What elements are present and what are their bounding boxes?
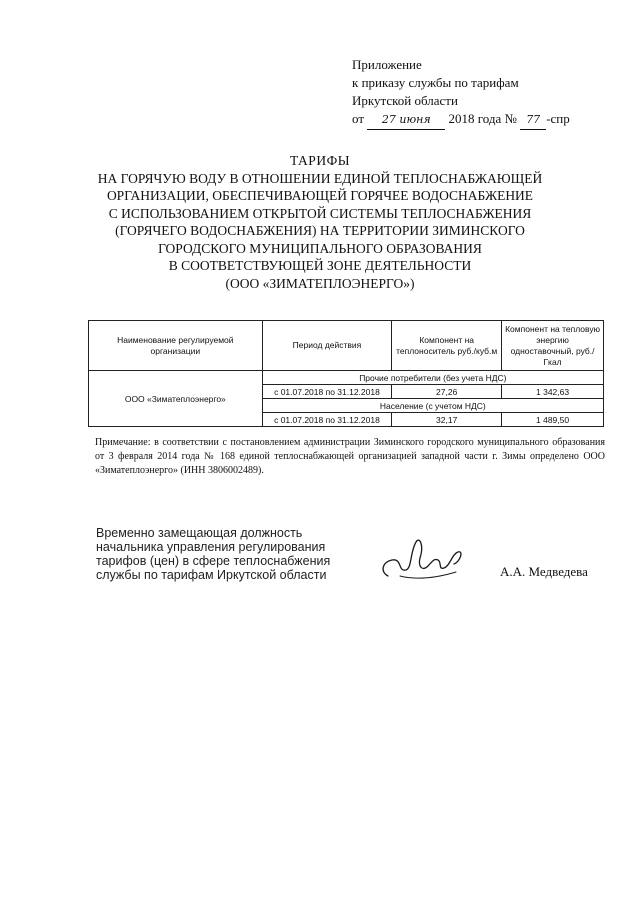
appendix-line-2: к приказу службы по тарифам [352, 75, 519, 90]
appendix-date-line [352, 110, 622, 130]
handwritten-date: 27 июня [367, 111, 445, 130]
appendix-year-text: 2018 года № [448, 111, 517, 126]
header-energy: Компонент на тепловую энергию одноставочный, руб./Гкал [502, 321, 604, 371]
header-org: Наименование регулируемой организации [89, 321, 263, 371]
carrier-value: 32,17 [392, 413, 502, 427]
title-line: С ИСПОЛЬЗОВАНИЕМ ОТКРЫТОЙ СИСТЕМЫ ТЕПЛОСНАБЖЕНИЯ [108, 205, 532, 221]
title-line: В СООТВЕТСТВУЮЩЕЙ ЗОНЕ ДЕЯТЕЛЬНОСТИ [168, 258, 472, 273]
signatory-position [96, 526, 330, 582]
group-label: Прочие потребители (без учета НДС) [262, 371, 603, 385]
position-line: Временно замещающая должность [96, 526, 303, 540]
header-carrier: Компонент на теплоноситель руб./куб.м [392, 321, 502, 371]
appendix-header [352, 56, 622, 130]
period-cell: с 01.07.2018 по 31.12.2018 [262, 413, 392, 427]
appendix-line-1: Приложение [352, 57, 422, 72]
energy-value: 1 489,50 [502, 413, 604, 427]
handwritten-order-number: 77 [520, 111, 546, 130]
appendix-number-suffix: -спр [546, 111, 570, 126]
handwritten-signature [376, 532, 471, 588]
position-line: службы по тарифам Иркутской области [96, 568, 327, 582]
carrier-value: 27,26 [392, 385, 502, 399]
appendix-date-prefix: от [352, 111, 365, 126]
title-heading: ТАРИФЫ [289, 153, 351, 168]
tariff-table [88, 320, 604, 427]
period-cell: с 01.07.2018 по 31.12.2018 [262, 385, 392, 399]
title-line: ОРГАНИЗАЦИИ, ОБЕСПЕЧИВАЮЩЕЙ ГОРЯЧЕЕ ВОДОСНАБЖЕНИЕ [106, 188, 534, 203]
signatory-name: А.А. Медведева [500, 564, 588, 579]
header-period: Период действия [262, 321, 392, 371]
title-line: НА ГОРЯЧУЮ ВОДУ В ОТНОШЕНИИ ЕДИНОЙ ТЕПЛОСНАБЖАЮЩЕЙ [97, 170, 543, 186]
appendix-line-3: Иркутской области [352, 93, 458, 108]
note-paragraph: Примечание: в соответствии с постановлением администрации Зиминского городского муниципального образования от 3 февраля 2014 года № 168 единой теплоснабжающей организацией западной части г. Зимы определено ООО «Зиматеплоэнерго» (ИНН 3806002489). [95, 437, 605, 476]
table-header-row [89, 321, 604, 371]
title-line: (ООО «ЗИМАТЕПЛОЭНЕРГО») [225, 275, 415, 291]
organization-cell: ООО «Зиматеплоэнерго» [89, 371, 263, 427]
title-line: ГОРОДСКОГО МУНИЦИПАЛЬНОГО ОБРАЗОВАНИЯ [158, 240, 482, 256]
title-line: (ГОРЯЧЕГО ВОДОСНАБЖЕНИЯ) НА ТЕРРИТОРИИ ЗИМИНСКОГО [115, 223, 525, 238]
group-label: Население (с учетом НДС) [262, 399, 603, 413]
table-row [89, 371, 604, 385]
document-title [60, 152, 580, 292]
energy-value: 1 342,63 [502, 385, 604, 399]
position-line: начальника управления регулирования [96, 540, 326, 554]
position-line: тарифов (цен) в сфере теплоснабжения [96, 554, 331, 568]
signature-block [96, 526, 616, 586]
